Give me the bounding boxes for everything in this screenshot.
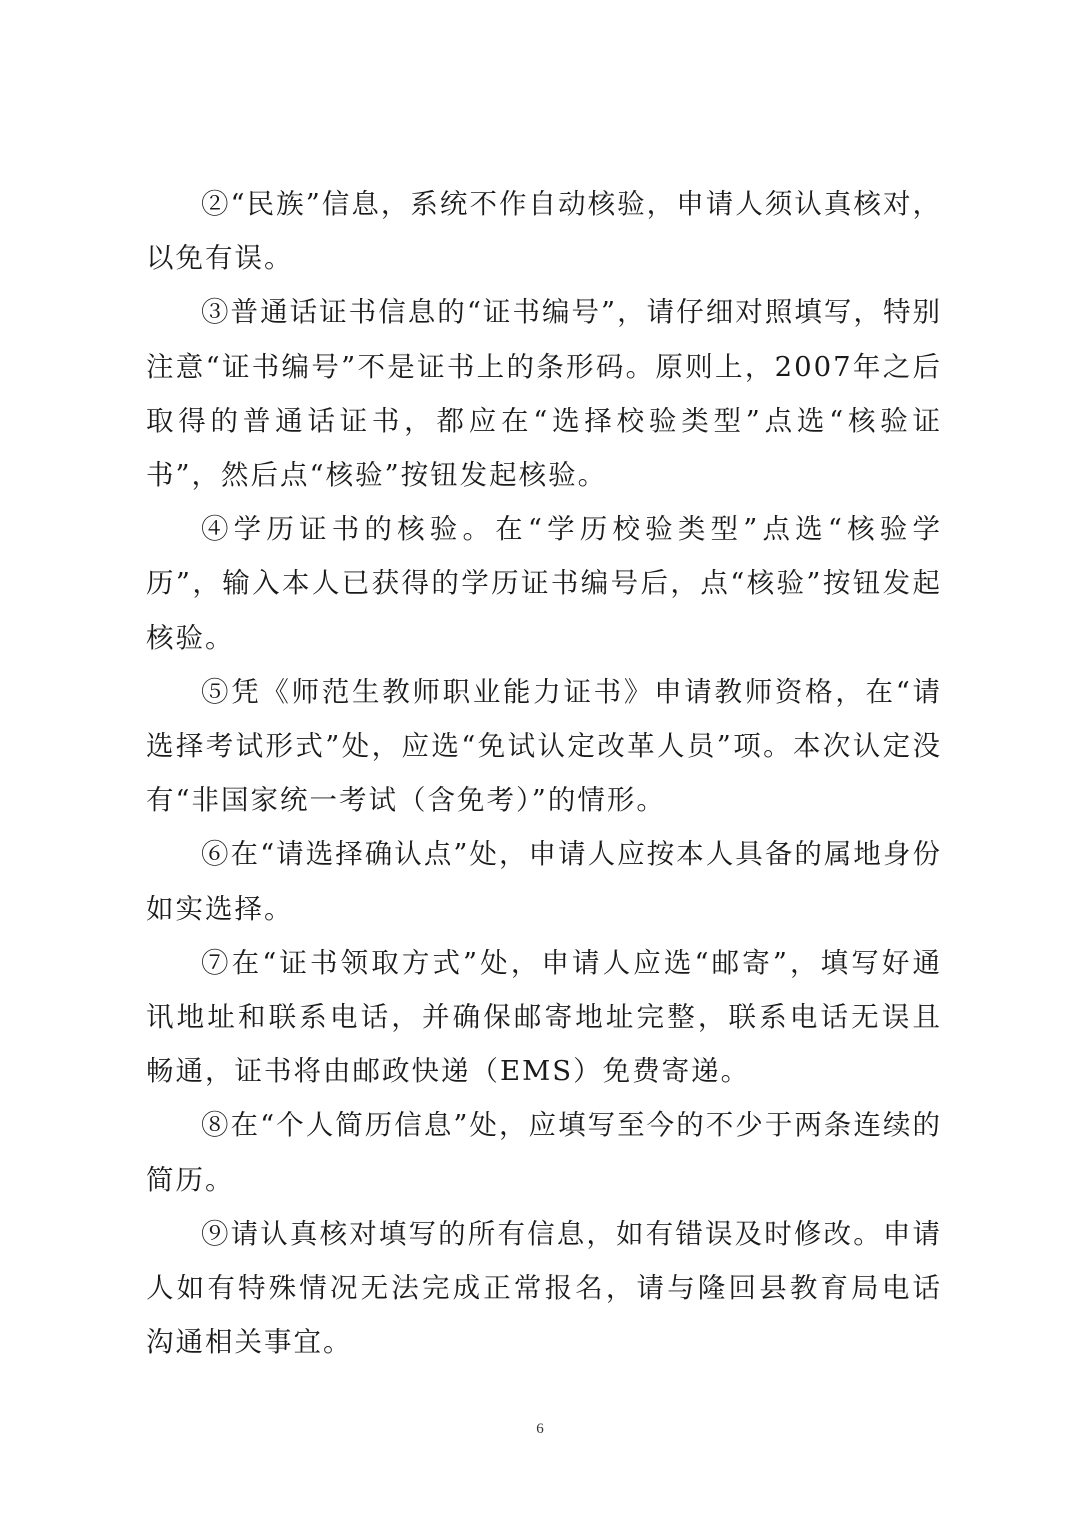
paragraph-confirmation-point: ⑥在“请选择确认点”处，申请人应按本人具备的属地身份如实选择。 <box>146 838 942 925</box>
paragraph-resume-info: ⑧在“个人简历信息”处，应填写至今的不少于两条连续的简历。 <box>146 1109 942 1196</box>
paragraph-certificate-delivery: ⑦在“证书领取方式”处，申请人应选“邮寄”，填写好通讯地址和联系电话，并确保邮寄地址完整，联系电话无误且畅通，证书将由邮政快递（EMS）免费寄递。 <box>146 946 942 1088</box>
paragraph-mandarin-certificate: ③普通话证书信息的“证书编号”，请仔细对照填写，特别注意“证书编号”不是证书上的条形码。原则上，2007年之后取得的普通话证书，都应在“选择校验类型”点选“核验证书”，然后点“核验”按钮发起核验。 <box>146 296 942 492</box>
page-number: 6 <box>536 1421 544 1437</box>
paragraph-exam-form: ⑤凭《师范生教师职业能力证书》申请教师资格，在“请选择考试形式”处，应选“免试认定改革人员”项。本次认定没有“非国家统一考试（含免考）”的情形。 <box>146 675 942 817</box>
paragraph-education-certificate: ④学历证书的核验。在“学历校验类型”点选“核验学历”，输入本人已获得的学历证书编号后，点“核验”按钮发起核验。 <box>146 513 942 654</box>
document-body <box>146 177 942 1369</box>
paragraph-ethnicity: ②“民族”信息，系统不作自动核验，申请人须认真核对，以免有误。 <box>146 188 942 275</box>
paragraph-verify-info: ⑨请认真核对填写的所有信息，如有错误及时修改。申请人如有特殊情况无法完成正常报名，请与隆回县教育局电话沟通相关事宜。 <box>146 1217 942 1359</box>
